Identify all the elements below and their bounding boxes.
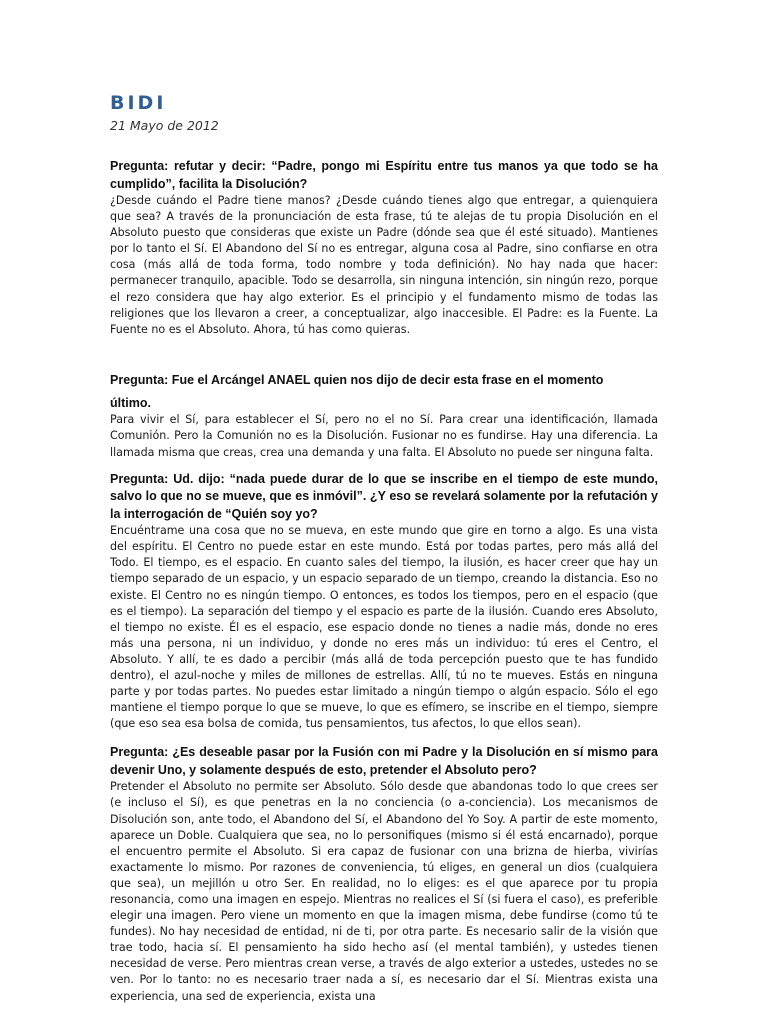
question-2-line-2: último.: [110, 395, 151, 410]
question-2-line-1: Pregunta: Fue el Arcángel ANAEL quien nos dijo de decir esta frase en el momento: [110, 372, 604, 387]
document-title: BIDI: [110, 92, 167, 114]
qa-block-1: [110, 158, 658, 338]
answer-4: Pretender el Absoluto no permite ser Absoluto. Sólo desde que abandonas todo lo que crees ser (e incluso el Sí), es que penetras en la no conciencia (o a-conciencia). Los mecanismos de Disolución son, ante todo, el Abandono del Sí, el Abandono del Yo Soy. A partir de este momento, aparece un Doble. Cualquiera que sea, no lo personifiques (mismo si él está encarnado), porque el encuentro permite el Absoluto. Si era capaz de fusionar con una brizna de hierba, vivirías exactamente lo mismo. Por razones de conveniencia, tú eliges, en general un dios (cualquiera que sea), un mejillón u otro Ser. En realidad, no lo eliges: es el que aparece por tu propia resonancia, como una imagen en espejo. Mientras no realices el Sí (si fuera el caso), es preferible elegir una imagen. Pero viene un momento en que la imagen misma, debe fundirse (como tú te fundes). No hay necesidad de entidad, ni de ti, por otra parte. Es necesario salir de la visión que trae todo, hacia sí. El pensamiento ha sido hecho así (el mental también), y ustedes tienen necesidad de verse. Pero mientras crean verse, a través de algo exterior a ustedes, ustedes no se ven. Por lo tanto: no es necesario traer nada a sí, es necesario dar el Sí. Mientras exista una experiencia, una sed de experiencia, exista una: [110, 780, 658, 1003]
answer-3: Encuéntrame una cosa que no se mueva, en este mundo que gire en torno a algo. Es una vista del espíritu. El Centro no puede estar en este mundo. Está por todas partes, pero más allá del Todo. El tiempo, es el espacio. En cuanto sales del tiempo, la ilusión, es hacer creer que hay un tiempo separado de un espacio, y un espacio separado de un tiempo, creando la distancia. Eso no existe. El Centro no es ningún tiempo. O entonces, es todos los tiempos, pero en el espacio (que es el tiempo). La separación del tiempo y el espacio es parte de la ilusión. Cuando eres Absoluto, el tiempo no existe. Él es el espacio, ese espacio donde no tienes a nadie más, donde no eres más una persona, ni un individuo, y donde no eres más un individuo: tú eres el Centro, el Absoluto. Y allí, te es dado a percibir (más allá de toda percepción puesto que te has fundido dentro), el azul-noche y miles de millones de estrellas. Allí, tú no te mueves. Estás en ninguna parte y por todas partes. No puedes estar limitado a ningún tiempo o algún espacio. Sólo el ego mantiene el tiempo porque lo que se mueve, lo que es efímero, se inscribe en el tiempo, siempre (que eso sea esa bolsa de comida, tus pensamientos, tus afectos, lo que ellos sean).: [110, 524, 658, 731]
answer-2: Para vivir el Sí, para establecer el Sí, pero no el no Sí. Para crear una identificación, llamada Comunión. Pero la Comunión no es la Disolución. Fusionar no es fundirse. Hay una diferencia. La llamada misma que creas, crea una demanda y una falta. El Absoluto no puede ser ninguna falta.: [110, 413, 658, 459]
qa-block-4: [110, 744, 658, 1004]
question-4: Pregunta: ¿Es deseable pasar por la Fusión con mi Padre y la Disolución en sí mismo para devenir Uno, y solamente después de esto, pretender el Absoluto pero?: [110, 745, 658, 777]
answer-1: ¿Desde cuándo el Padre tiene manos? ¿Desde cuándo tienes algo que entregar, a quienquiera que sea? A través de la pronunciación de esta frase, tú te alejas de tu propia Disolución en el Absoluto puesto que consideras que existe un Padre (dónde sea que él esté situado). Mantienes por lo tanto el Sí. El Abandono del Sí no es entregar, alguna cosa al Padre, sino confiarse en otra cosa (más allá de toda forma, todo nombre y toda definición). No hay nada que hacer: permanecer tranquilo, apacible. Todo se desarrolla, sin ninguna intención, sin ningún rezo, porque el rezo considera que hay algo exterior. Es el principio y el fundamento mismo de todas las religiones que los llevaron a creer, a conceptualizar, algo inaccesible. El Padre: es la Fuente. La Fuente no es el Absoluto. Ahora, tú has como quieras.: [110, 194, 658, 336]
qa-block-2: [110, 365, 658, 461]
qa-block-3: [110, 471, 658, 733]
question-1: Pregunta: refutar y decir: “Padre, pongo mi Espíritu entre tus manos ya que todo se ha cumplido”, facilita la Disolución?: [110, 159, 658, 191]
document-date: 21 Mayo de 2012: [110, 118, 219, 133]
question-3: Pregunta: Ud. dijo: “nada puede durar de lo que se inscribe en el tiempo de este mundo, salvo lo que no se mueve, que es inmóvil”. ¿Y eso se revelará solamente por la refutación y la interrogación de “Quién soy yo?: [110, 471, 658, 521]
